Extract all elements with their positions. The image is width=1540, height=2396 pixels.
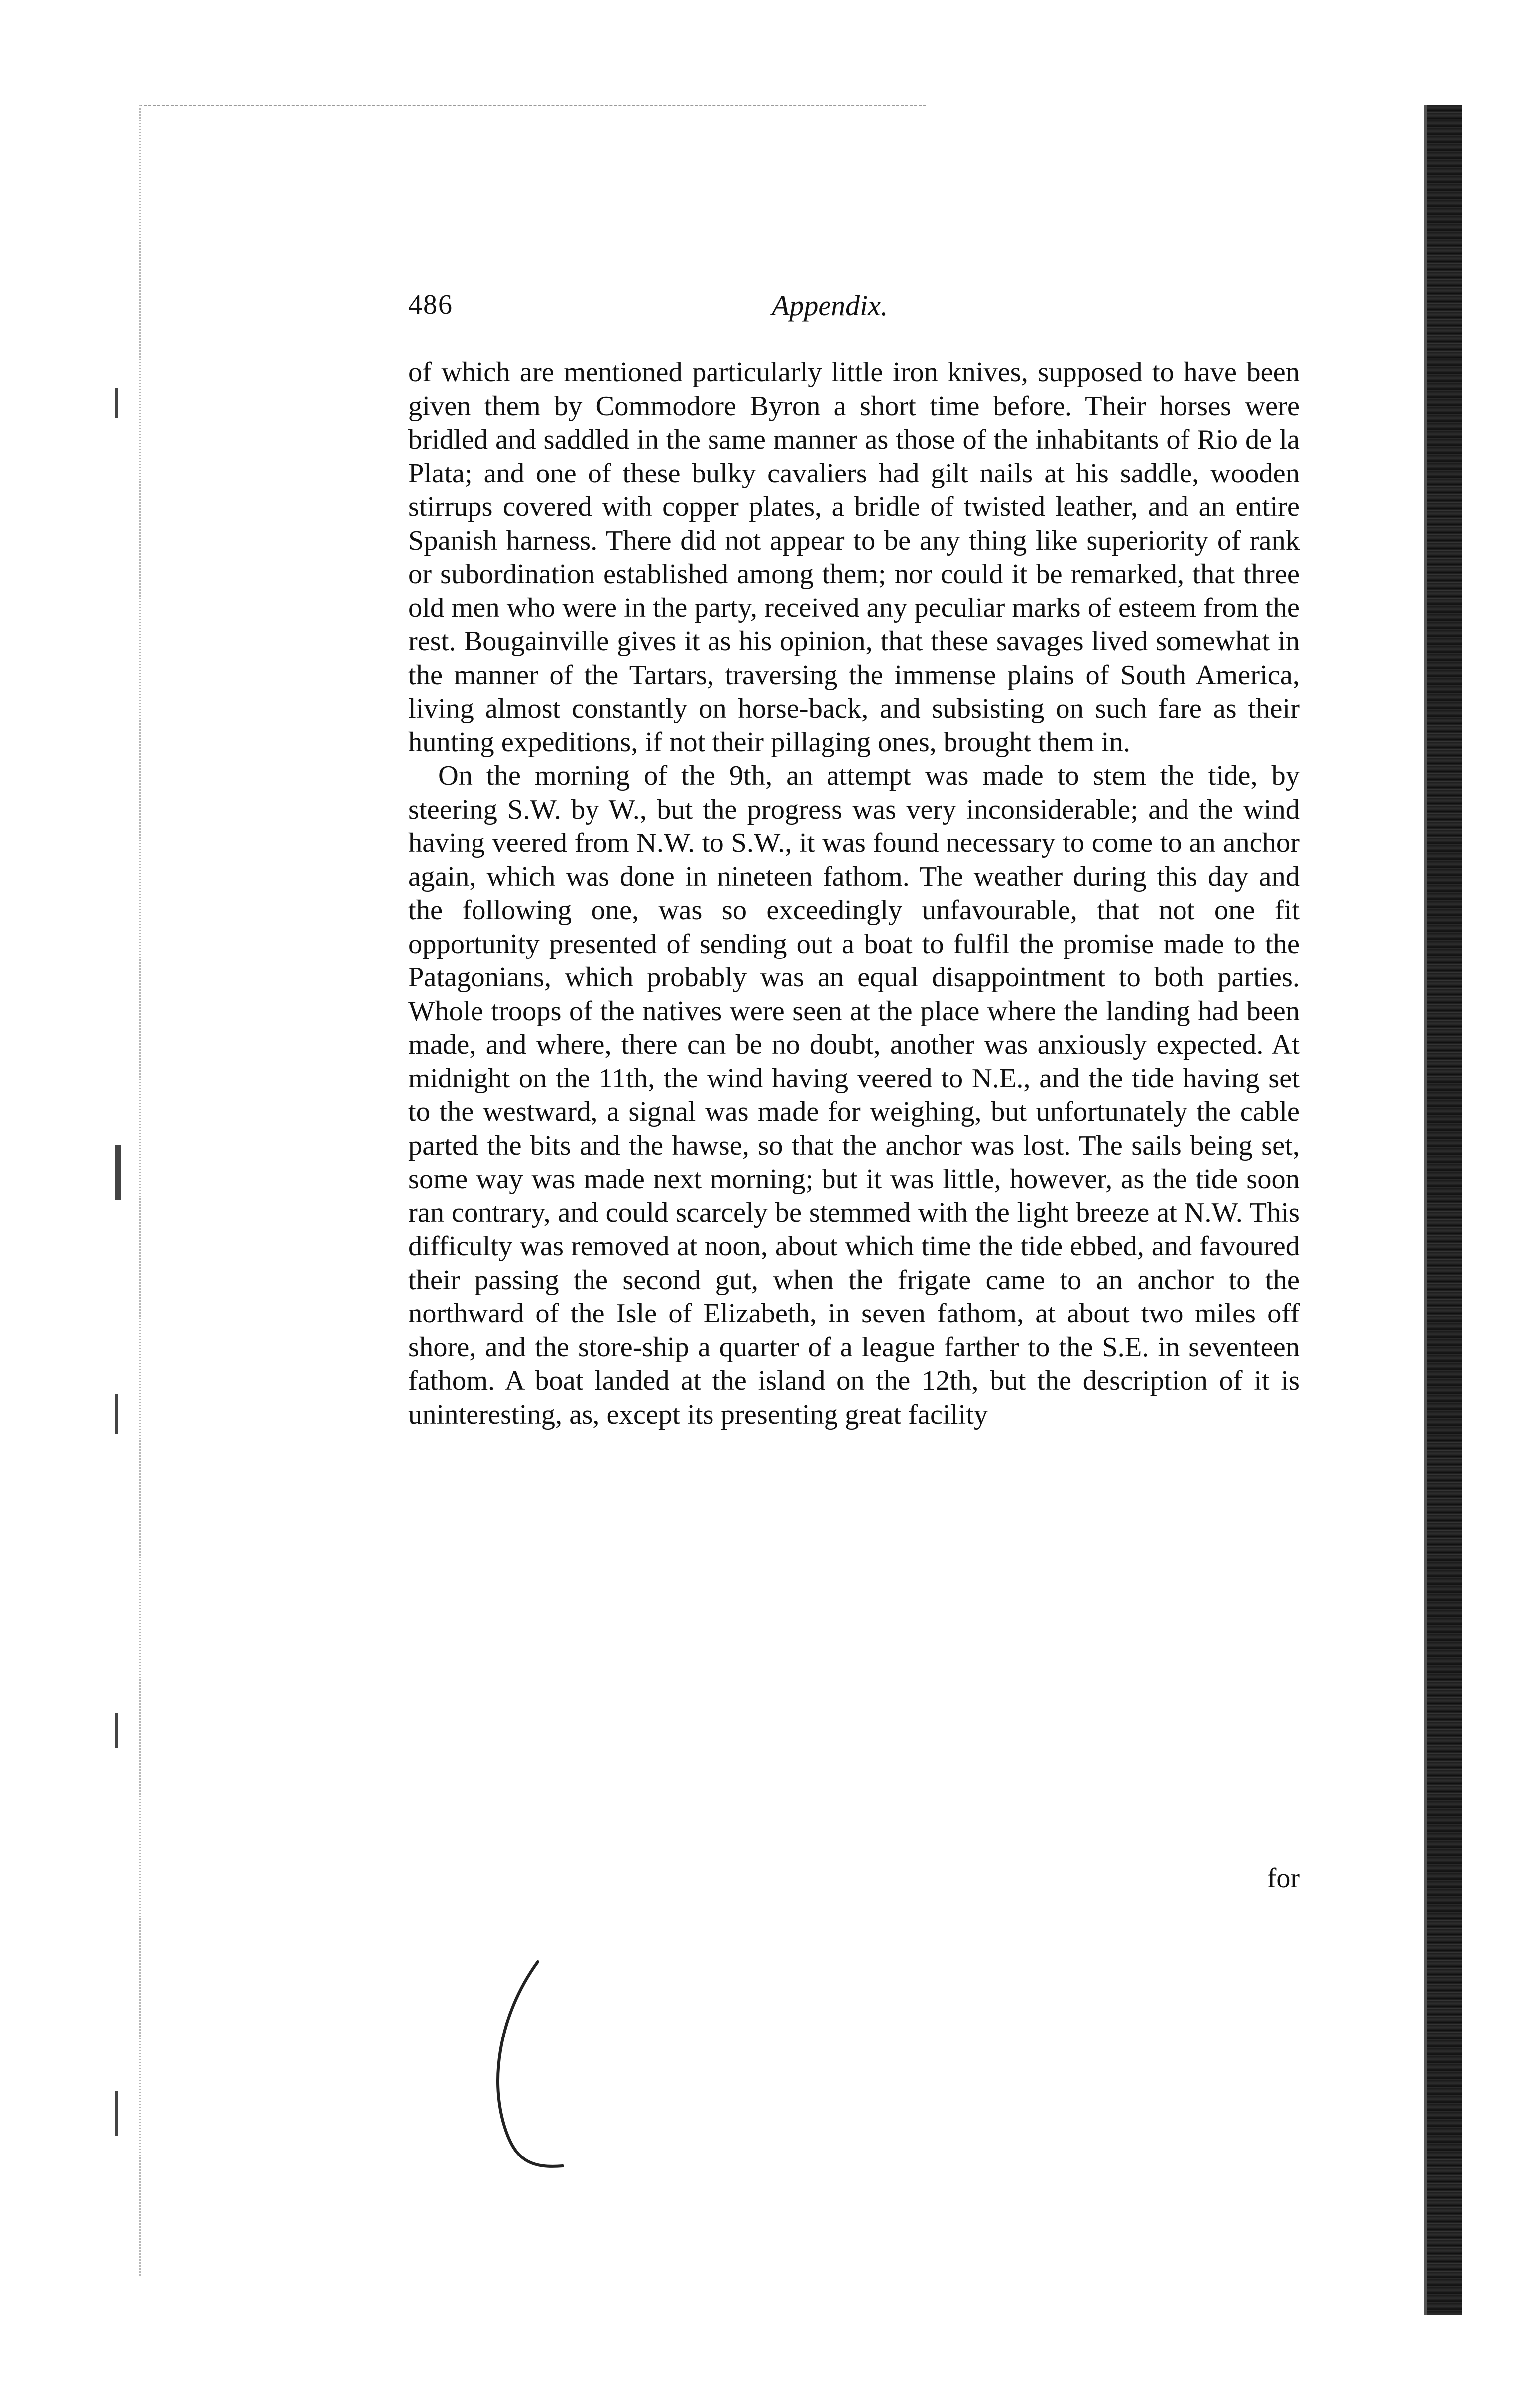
- margin-mark: [115, 388, 118, 418]
- page-number: 486: [408, 289, 453, 320]
- body-text: [408, 356, 1300, 1432]
- margin-mark: [115, 1145, 121, 1200]
- margin-mark: [115, 1394, 118, 1434]
- pencil-bracket-mark: [478, 1957, 607, 2176]
- margin-mark: [115, 2091, 118, 2136]
- book-binding-edge: [1424, 105, 1462, 2315]
- page-header: [408, 289, 1300, 329]
- catchword: for: [1267, 1863, 1300, 1894]
- margin-scan-marks: [100, 388, 144, 2231]
- paragraph: of which are mentioned particularly little iron knives, supposed to have been given them by Commodore Byron a short time before. Their horses were bridled and saddled in the same manner as those of the inhabitants of Rio de la Plata; and one of these bulky cavaliers had gilt nails at his saddle, wooden stirrups covered with copper plates, a bridle of twisted leather, and an entire Spanish harness. There did not appear to be any thing like superiority of rank or subordination established among them; nor could it be remarked, that three old men who were in the party, received any peculiar marks of esteem from the rest. Bougainville gives it as his opinion, that these savages lived somewhat in the manner of the Tartars, traversing the immense plains of South America, living almost constantly on horse-back, and subsisting on such fare as their hunting expeditions, if not their pillaging ones, brought them in.: [408, 357, 1300, 758]
- margin-mark: [115, 1713, 118, 1748]
- page-top-edge: [139, 105, 926, 106]
- paragraph: On the morning of the 9th, an attempt was made to stem the tide, by steering S.W. by W., but the progress was very inconsiderable; and the wind having veered from N.W. to S.W., it was found necessary to come to an anchor again, which was done in nineteen fathom. The weather during this day and the following one, was so exceedingly unfavourable, that not one fit opportunity presented of sending out a boat to fulfil the promise made to the Patagonians, which probably was an equal disappointment to both parties. Whole troops of the natives were seen at the place where the landing had been made, and where, there can be no doubt, another was anxiously expected. At midnight on the 11th, the wind having veered to N.E., and the tide having set to the westward, a signal was made for weighing, but unfortunately the cable parted the bits and the hawse, so that the anchor was lost. The sails being set, some way was made next morning; but it was little, however, as the tide soon ran contrary, and could scarcely be stemmed with the light breeze at N.W. This difficulty was removed at noon, about which time the tide ebbed, and favoured their passing the second gut, when the frigate came to an anchor to the northward of the Isle of Elizabeth, in seven fathom, at about two miles off shore, and the store-ship a quarter of a league farther to the S.E. in seventeen fathom. A boat landed at the island on the 12th, but the description of it is uninteresting, as, except its presenting great facility: [408, 760, 1300, 1430]
- running-head: Appendix.: [772, 289, 888, 322]
